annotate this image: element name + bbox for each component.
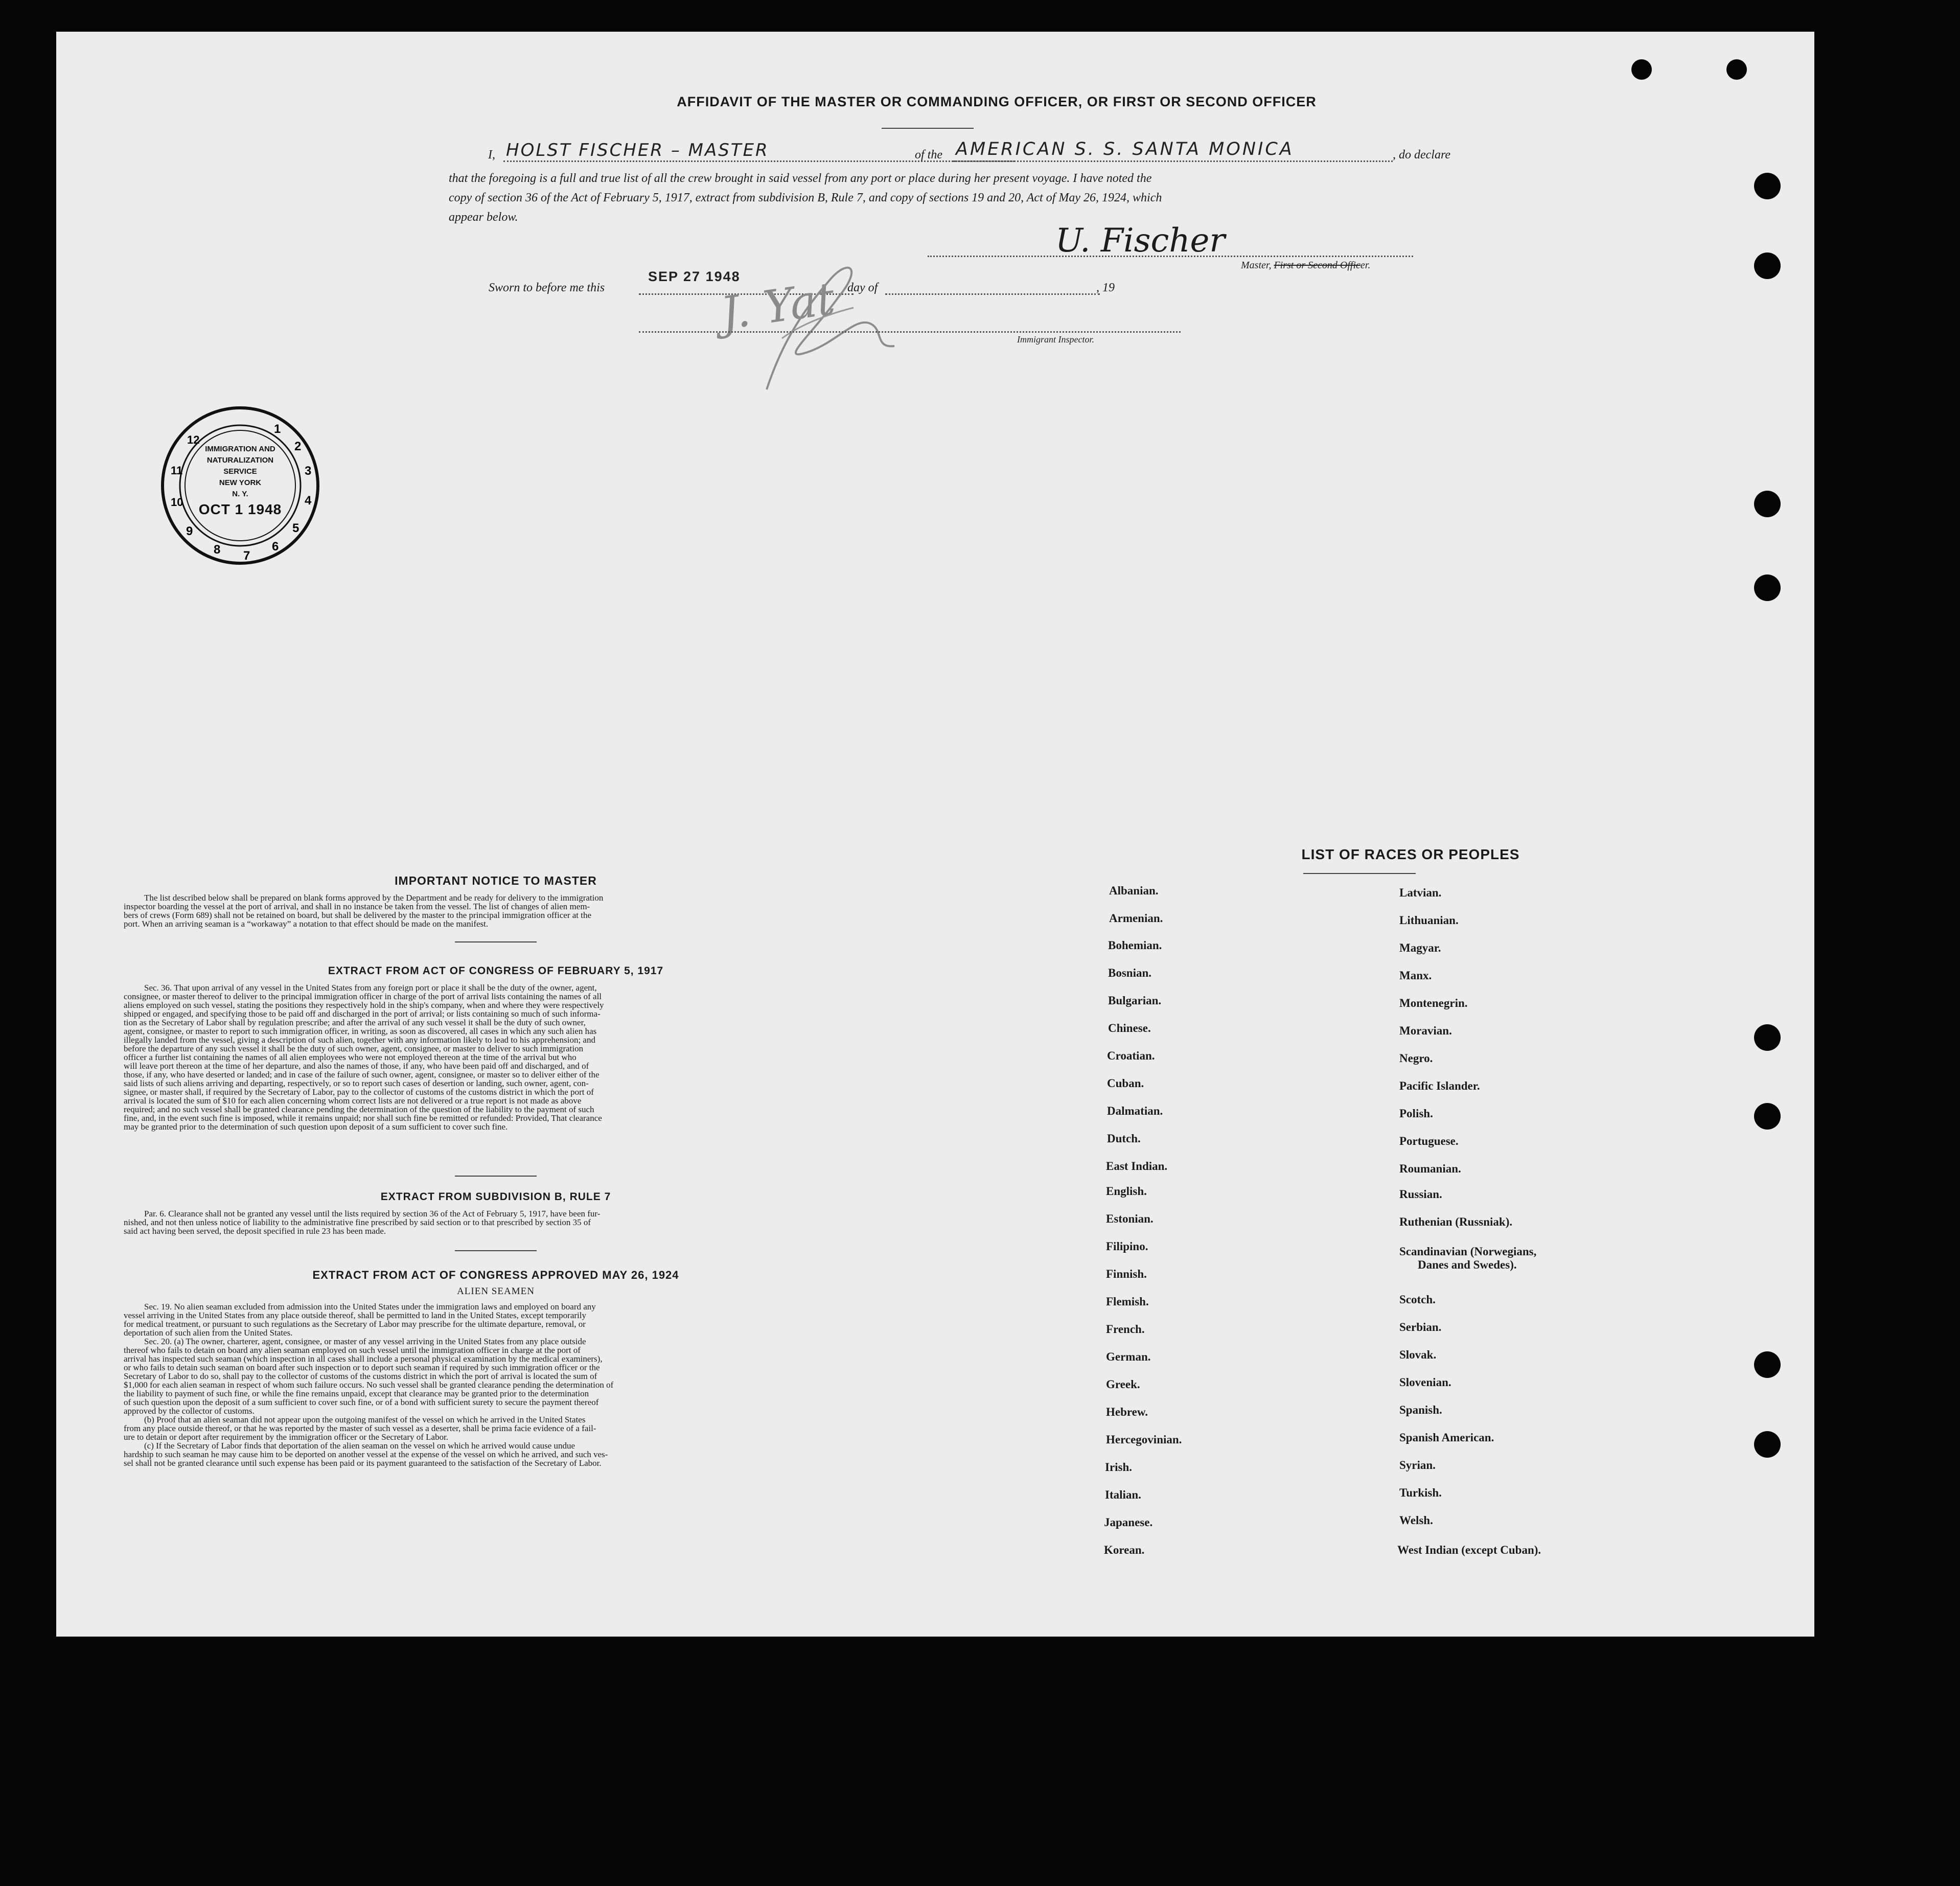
master-signature-caption: [1241, 260, 1370, 271]
stamp-date: OCT 1 1948: [198, 501, 282, 517]
day-of-label: day of: [847, 281, 878, 294]
month-line: [885, 293, 1100, 295]
ring-number: 1: [274, 422, 281, 436]
extract-1924-line: ure to detain or deport after requirement by the immigration officer or the Secretary of Labor.: [124, 1432, 449, 1442]
do-declare-label: , do declare: [1393, 148, 1451, 162]
race-item: Irish.: [1105, 1461, 1133, 1474]
sworn-date-stamp: SEP 27 1948: [648, 269, 741, 284]
extract-1917-line: before the departure of any such vessel it shall be the duty of such owner, agent, consignee, or master to deliver to such immigration: [124, 1044, 584, 1053]
extract-1917-line: officer a further list containing the names of all alien employees who were not employed thereon at the time of the arrival but who: [124, 1052, 577, 1062]
declaration-line-2: that the foregoing is a full and true list of all the crew brought in said vessel from any port or place during her present voyage. I have noted the: [449, 172, 1152, 185]
race-item: Dalmatian.: [1107, 1105, 1163, 1117]
race-item: Croatian.: [1107, 1049, 1155, 1062]
declarant-name: HOLST FISCHER – MASTER: [506, 140, 769, 160]
caption-suffix: er.: [1360, 260, 1371, 271]
race-item: French.: [1106, 1323, 1145, 1336]
notice-title: IMPORTANT NOTICE TO MASTER: [395, 874, 597, 887]
divider: [455, 941, 537, 942]
extract-1917-line: shipped or engaged, and specifying those to be paid off and discharged in the port of arrival; or lists containing so much of such informa-: [124, 1009, 601, 1019]
race-item: Flemish.: [1106, 1295, 1149, 1308]
notice-line: port. When an arriving seaman is a “workaway” a notation to that effect should be made on the manifest.: [124, 919, 489, 929]
extract-rule7-body: [124, 1209, 890, 1235]
race-item: Danes and Swedes).: [1418, 1258, 1517, 1271]
vessel-name: AMERICAN S. S. SANTA MONICA: [956, 139, 1294, 159]
ring-number: 8: [214, 543, 221, 557]
inspector-caption: Immigrant Inspector.: [1017, 334, 1094, 344]
race-item: Dutch.: [1107, 1132, 1141, 1145]
punch-hole: [1754, 491, 1781, 517]
extract-1917-line: tion as the Secretary of Labor shall by regulation prescribe; and after the arrival of any such vessel it shall be the duty of such owner,: [124, 1018, 586, 1027]
race-item: Roumanian.: [1399, 1162, 1461, 1175]
vessel-line: [953, 160, 1393, 162]
race-item: Bulgarian.: [1108, 994, 1162, 1007]
extract-rule7-line: Par. 6. Clearance shall not be granted any vessel until the lists required by section 36 of the Act of February 5, 1917, have been fur-: [144, 1209, 601, 1218]
extract-1924-line: (c) If the Secretary of Labor finds that deportation of the alien seaman on the vessel on which he arrived would cause undue: [144, 1441, 575, 1451]
caption-struck-officer: First or Second Offic: [1274, 260, 1361, 271]
race-item: Cuban.: [1107, 1077, 1144, 1090]
race-item: Japanese.: [1104, 1516, 1153, 1529]
stamp-line-4: NEW YORK: [219, 478, 262, 487]
master-signature-line: [928, 256, 1413, 257]
race-item: East Indian.: [1106, 1160, 1168, 1172]
extract-1917-line: illegally landed from the vessel, giving a description of such alien, together with any information likely to lead to his apprehension; and: [124, 1035, 595, 1045]
extract-1917-line: will leave port thereon at the time of her departure, and also the names of those, if any, who have been paid off and discharged, and of: [124, 1061, 589, 1071]
punch-hole: [1754, 173, 1781, 199]
stamp-line-1: IMMIGRATION AND: [205, 445, 275, 453]
punch-hole: [1754, 1351, 1781, 1378]
inspector-signature-line: [639, 331, 1181, 333]
extract-1917-line: those, if any, who have deserted or landed; and in case of the failure of such owner, agent, consignee, or master so to deliver either of the: [124, 1070, 599, 1079]
race-item: Italian.: [1105, 1488, 1141, 1501]
race-item: Armenian.: [1109, 912, 1163, 925]
declaration-prefix: I,: [488, 148, 495, 162]
extract-1924-line: approved by the collector of customs.: [124, 1406, 255, 1416]
declaration-line-4: appear below.: [449, 211, 518, 224]
extract-1917-line: agent, consignee, or master to report to such immigration officer, in writing, as soon as discovered, all cases in which any such alien has: [124, 1026, 597, 1036]
extract-1917-line: arrival is located the sum of $10 for each alien concerning whom correct lists are not delivered or a true report is not made as above: [124, 1096, 582, 1106]
extract-1924-line: of such question upon the deposit of a sum sufficient to cover such fine, or of a bond with sufficient surety to secure the payment thereof: [124, 1397, 599, 1407]
divider: [455, 1250, 537, 1251]
receipt-stamp: [158, 404, 322, 567]
race-item: Turkish.: [1399, 1486, 1442, 1499]
race-item: German.: [1106, 1350, 1151, 1363]
race-item: Slovenian.: [1399, 1376, 1451, 1389]
document-sheet: [56, 32, 1814, 1637]
extract-1917-line: required; and no such vessel shall be granted clearance pending the determination of the question of the liability to the payment of such: [124, 1105, 594, 1114]
year-prefix: , 19: [1096, 281, 1115, 294]
extract-1924-subtitle: ALIEN SEAMEN: [457, 1286, 535, 1297]
race-item: Portuguese.: [1399, 1135, 1459, 1147]
extract-1924-line: or who fails to detain such seaman on board after such inspection or to deport such seaman if required by such immigration officer or the: [124, 1363, 600, 1372]
affidavit-title: AFFIDAVIT OF THE MASTER OR COMMANDING OFFICER, OR FIRST OR SECOND OFFICER: [677, 94, 1317, 109]
declaration-line-3: copy of section 36 of the Act of February 5, 1917, extract from subdivision B, Rule 7, and copy of sections 19 and 20, Act of May 26, 1924, which: [449, 191, 1162, 204]
inspector-signature: J. Yat: [717, 271, 838, 340]
extract-1917-line: signee, or master shall, if required by the Secretary of Labor, pay to the collector of customs of the customs district in which the port of: [124, 1087, 594, 1097]
race-item: Scandinavian (Norwegians,: [1399, 1245, 1537, 1258]
race-item: Filipino.: [1106, 1240, 1148, 1253]
inspector-signature-flourish: [700, 236, 915, 420]
race-item: Bohemian.: [1108, 939, 1162, 952]
notice-line: inspector boarding the vessel at the port of arrival, and shall in no instance be taken from the vessel. The list of changes of alien mem-: [124, 902, 590, 911]
extract-1917-line: may be granted prior to the determination of such question upon deposit of a sum sufficient to cover such fine.: [124, 1122, 508, 1132]
stamp-line-3: SERVICE: [223, 467, 257, 476]
race-item: Russian.: [1399, 1188, 1442, 1201]
extract-1924-line: (b) Proof that an alien seaman did not appear upon the outgoing manifest of the vessel on which he arrived in the United States: [144, 1415, 586, 1424]
notice-body: [124, 893, 890, 928]
race-item: Serbian.: [1399, 1321, 1442, 1333]
ring-number: 6: [272, 540, 279, 554]
extract-1924-line: $1,000 for each alien seaman in respect of whom such failure occurs. No such vessel shall be granted clearance pending the determination of: [124, 1380, 614, 1390]
race-item: Spanish American.: [1399, 1431, 1494, 1444]
extract-1924-line: from any place outside thereof, or that he was reported by the master of such vessel as a deserter, shall be prima facie evidence of a fail-: [124, 1423, 596, 1433]
races-title: LIST OF RACES OR PEOPLES: [1301, 846, 1520, 862]
race-item: Latvian.: [1399, 886, 1442, 899]
extract-1924-line: Sec. 19. No alien seaman excluded from admission into the United States under the immigration laws and employed on board any: [144, 1302, 596, 1312]
race-item: Ruthenian (Russniak).: [1399, 1215, 1513, 1228]
punch-hole: [1631, 59, 1652, 80]
punch-hole: [1754, 1431, 1781, 1458]
stamp-center: [189, 444, 291, 515]
race-item: Polish.: [1399, 1107, 1433, 1120]
extract-1917-body: [124, 983, 890, 1131]
extract-rule7-line: said act having been served, the deposit specified in rule 23 has been made.: [124, 1226, 386, 1236]
race-item: West Indian (except Cuban).: [1397, 1544, 1541, 1556]
race-item: Hercegovinian.: [1106, 1433, 1182, 1446]
race-item: Lithuanian.: [1399, 914, 1459, 927]
extract-1917-line: aliens employed on such vessel, stating the positions they respectively hold in the ship's company, when and where they were respectively: [124, 1000, 604, 1010]
extract-1924-line: vessel arriving in the United States from any place outside thereof, shall be permitted to land in the United States, except temporarily: [124, 1310, 586, 1320]
race-item: English.: [1106, 1185, 1147, 1198]
extract-1917-line: fine, and, in the event such fine is imposed, while it remains unpaid; nor shall such fine be remitted or refunded: Provided, That clearance: [124, 1113, 602, 1123]
divider: [455, 1176, 537, 1177]
race-item: Hebrew.: [1106, 1406, 1148, 1418]
ring-number: 10: [171, 496, 183, 509]
ring-number: 5: [292, 521, 299, 535]
extract-1917-line: consignee, or master thereof to deliver to the principal immigration officer in charge of the port of arrival lists containing the names of all: [124, 992, 602, 1001]
race-item: Pacific Islander.: [1399, 1079, 1480, 1092]
extract-1924-line: the liability to payment of such fine, or while the fine remains unpaid, except that clearance may be granted prior to the determination: [124, 1389, 589, 1398]
race-item: Albanian.: [1109, 884, 1159, 897]
race-item: Bosnian.: [1108, 967, 1152, 979]
punch-hole: [1754, 1103, 1781, 1130]
extract-1924-title: EXTRACT FROM ACT OF CONGRESS APPROVED MAY 26, 1924: [312, 1269, 679, 1281]
caption-master: Master,: [1241, 260, 1274, 271]
extract-1924-line: thereof who fails to detain on board any alien seaman employed on such vessel until the immigration officer in charge at the port of: [124, 1345, 581, 1355]
ring-number: 7: [243, 549, 250, 563]
race-item: Syrian.: [1399, 1459, 1436, 1471]
race-item: Scotch.: [1399, 1293, 1436, 1306]
ring-number: 11: [171, 464, 183, 477]
master-signature: U. Fischer: [1055, 222, 1225, 260]
race-item: Moravian.: [1399, 1024, 1452, 1037]
extract-1924-body: [124, 1302, 890, 1467]
extract-1924-line: Secretary of Labor to do so, shall pay to the collector of customs of the customs district in which the port of arrival is located the sum of: [124, 1371, 597, 1381]
ring-number: 3: [305, 464, 312, 478]
extract-1917-line: Sec. 36. That upon arrival of any vessel in the United States from any foreign port or place it shall be the duty of the owner, agent,: [144, 983, 597, 993]
race-item: Welsh.: [1399, 1514, 1433, 1527]
extract-1924-line: Sec. 20. (a) The owner, charterer, agent, consignee, or master of any vessel arriving in the United States from any place outside: [144, 1337, 586, 1346]
stamp-line-2: NATURALIZATION: [206, 456, 274, 465]
punch-hole: [1754, 574, 1781, 601]
extract-1924-line: sel shall not be granted clearance until such expense has been paid or its payment guaranteed to the satisfaction of the Secretary of Labor.: [124, 1458, 602, 1468]
ring-number: 12: [187, 433, 200, 446]
ring-number: 2: [294, 440, 302, 453]
race-item: Slovak.: [1399, 1348, 1437, 1361]
race-item: Korean.: [1104, 1544, 1145, 1556]
ring-number: 4: [305, 494, 312, 508]
race-item: Spanish.: [1399, 1404, 1442, 1416]
punch-hole: [1726, 59, 1747, 80]
race-item: Montenegrin.: [1399, 997, 1468, 1009]
race-item: Estonian.: [1106, 1212, 1154, 1225]
race-item: Magyar.: [1399, 941, 1441, 954]
extract-1924-line: hardship to such seaman he may cause him to be deported on another vessel at the expense of the vessel on which he arrived, and such ves-: [124, 1450, 608, 1459]
stamp-line-5: N. Y.: [232, 490, 248, 498]
of-the-label: of the: [915, 148, 942, 162]
extract-rule7-title: EXTRACT FROM SUBDIVISION B, RULE 7: [380, 1191, 611, 1203]
notice-line: The list described below shall be prepared on blank forms approved by the Department and be ready for delivery to the immigration: [144, 893, 604, 903]
extract-1924-line: for medical treatment, or pursuant to such regulations as the Secretary of Labor may prescribe for the ultimate departure, removal, or: [124, 1319, 586, 1329]
race-item: Greek.: [1106, 1378, 1140, 1391]
extract-1924-line: arrival has inspected such seaman (which inspection in all cases shall include a personal physical examination by the medical examiners),: [124, 1354, 603, 1364]
sworn-prefix: Sworn to before me this: [489, 281, 605, 294]
race-item: Negro.: [1399, 1052, 1433, 1065]
extract-1917-line: said lists of such aliens arriving and departing, respectively, or so to report such cases of desertion or landing, such owner, agent, con-: [124, 1078, 589, 1088]
punch-hole: [1754, 1024, 1781, 1051]
race-item: Finnish.: [1106, 1268, 1147, 1280]
race-item: Chinese.: [1108, 1022, 1151, 1034]
extract-1924-line: deportation of such alien from the United States.: [124, 1328, 293, 1338]
extract-rule7-line: nished, and not then unless notice of liability to the administrative fine prescribed by said section or to that prescribed by section 35 of: [124, 1217, 591, 1227]
ring-number: 9: [186, 524, 193, 538]
notice-line: bers of crews (Form 689) shall not be retained on board, but shall be delivered by the master to the principal immigration officer at the: [124, 910, 592, 920]
extract-1917-title: EXTRACT FROM ACT OF CONGRESS OF FEBRUARY 5, 1917: [328, 965, 664, 977]
title-divider: [882, 128, 974, 129]
race-item: Manx.: [1399, 969, 1432, 982]
punch-hole: [1754, 252, 1781, 279]
races-divider: [1303, 873, 1416, 874]
